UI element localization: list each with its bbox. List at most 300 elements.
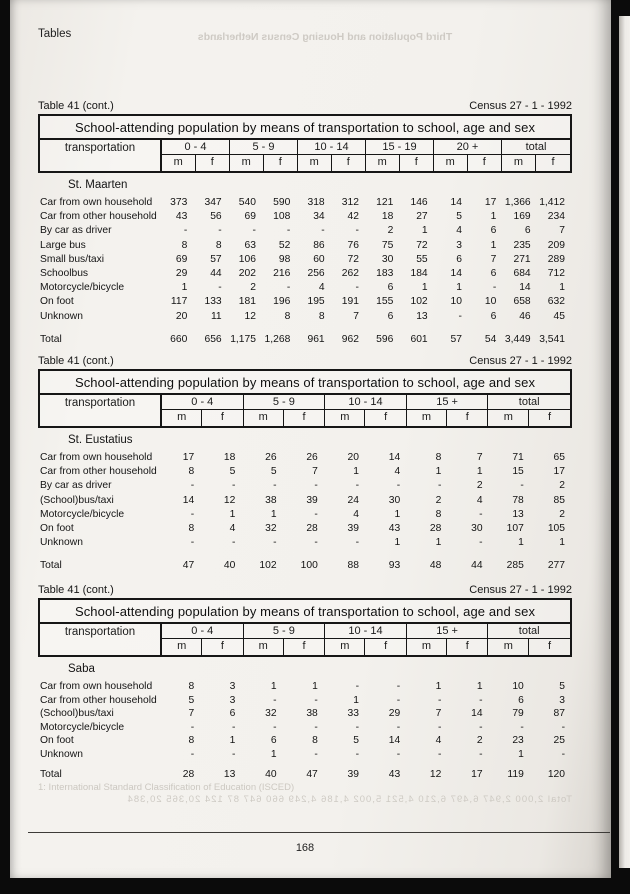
scanned-page (10, 0, 611, 878)
value-cell: - (190, 480, 195, 492)
value-cell: 712 (547, 267, 565, 279)
table-row (38, 240, 572, 254)
value-cell: 1 (435, 466, 442, 478)
sex-label: f (384, 640, 388, 652)
value-cell: 4 (229, 522, 236, 534)
value-cell: 17 (182, 452, 195, 463)
value-cell: 2 (435, 494, 442, 506)
sex-label: f (482, 156, 486, 168)
age-group-row (162, 140, 570, 171)
value-cell: 373 (170, 197, 188, 208)
value-cell: 6 (490, 225, 497, 237)
value-cell: 1 (229, 508, 236, 520)
value-cell: 7 (476, 452, 483, 463)
value-cell: 1 (476, 466, 483, 478)
row-label: By car as driver (40, 225, 112, 237)
value-cell: 1 (312, 681, 318, 692)
sex-label: m (244, 410, 284, 426)
value-cell: 8 (188, 681, 195, 692)
table-row (38, 197, 572, 211)
value-cell: - (355, 721, 359, 733)
value-cell: - (479, 694, 483, 706)
value-cell: 4 (353, 508, 359, 520)
value-cell: - (314, 694, 318, 706)
value-cell: 216 (273, 267, 291, 279)
value-cell: 60 (313, 253, 325, 265)
value-cell: 2 (559, 480, 565, 492)
value-cell: 1 (421, 282, 428, 294)
value-cell: - (273, 694, 277, 706)
value-cell: - (314, 508, 318, 520)
value-cell: 1 (435, 537, 442, 549)
value-cell: - (231, 721, 236, 733)
value-cell: 63 (244, 239, 256, 251)
row-label: Car from other household (40, 466, 157, 478)
value-cell: - (190, 721, 195, 733)
value-cell: 2 (476, 735, 483, 746)
census-date-label: Census 27 - 1 - 1992 (469, 100, 572, 112)
row-label: Small bus/taxi (40, 253, 105, 265)
bleedthrough-header-text: Third Population and Housing Census Netherlands (197, 31, 453, 43)
age-group-label: 0 - 4 (162, 395, 243, 410)
value-cell: 17 (553, 466, 565, 478)
sex-header-row (488, 410, 570, 426)
table-row (38, 268, 572, 282)
value-cell: 1 (490, 239, 497, 251)
value-cell: - (396, 721, 401, 733)
table-row (38, 769, 572, 783)
value-cell: 5 (270, 466, 277, 478)
row-label: On foot (40, 735, 74, 746)
value-cell: 106 (238, 253, 256, 265)
table-row (38, 523, 572, 537)
value-cell: 1,268 (264, 333, 291, 345)
age-group (298, 140, 366, 171)
transportation-column-header: transportation (40, 395, 162, 426)
value-cell: 8 (435, 508, 442, 520)
value-cell: 4 (435, 735, 442, 746)
value-cell: 5 (229, 466, 236, 478)
value-cell: 44 (471, 560, 483, 572)
table-header-box (38, 369, 572, 428)
value-cell: - (437, 480, 442, 492)
value-cell: 8 (181, 239, 188, 251)
age-group (407, 395, 489, 426)
value-cell: 28 (182, 769, 195, 780)
value-cell: 14 (388, 735, 401, 746)
value-cell: 2 (476, 480, 483, 492)
table-caption: Table 41 (cont.) (38, 584, 114, 596)
table-header-box (38, 114, 572, 173)
value-cell: 1 (270, 681, 277, 692)
table-row (38, 311, 572, 325)
value-cell: 43 (175, 211, 188, 223)
value-cell: - (396, 480, 401, 492)
value-cell: 8 (188, 735, 195, 746)
value-cell: 596 (376, 333, 394, 345)
sex-header-row (325, 410, 406, 426)
sex-header-row (488, 639, 570, 655)
row-label: Motorcycle/bicycle (40, 721, 125, 733)
table-row (38, 537, 572, 551)
value-cell: 14 (182, 494, 195, 506)
age-group-label: total (488, 624, 570, 639)
value-cell: 8 (318, 310, 325, 322)
value-cell: 6 (490, 310, 497, 322)
sex-header-row (230, 155, 297, 171)
value-cell: - (437, 748, 442, 760)
sex-label: m (162, 639, 202, 655)
value-cell: 46 (519, 310, 531, 322)
age-group-label: 15 + (407, 624, 488, 639)
sex-header-row (298, 155, 365, 171)
age-group-label: 10 - 14 (298, 140, 365, 155)
value-cell: 23 (512, 735, 524, 746)
value-cell: 54 (484, 333, 497, 345)
value-cell: - (231, 537, 236, 549)
value-cell: 5 (188, 694, 195, 706)
value-cell: 14 (388, 452, 401, 463)
age-group-label: 10 - 14 (325, 624, 406, 639)
value-cell: 26 (265, 452, 277, 463)
age-group-label: 10 - 14 (325, 395, 406, 410)
value-cell: 1 (518, 748, 524, 760)
value-cell: 1 (394, 537, 401, 549)
page-header: Tables (38, 28, 72, 40)
table-row (38, 495, 572, 509)
bleedthrough-numbers-row: Total 2,000 2,947 6,497 6,210 4,521 5,002 4,186 4,249 660 647 87 124 20,365 20,384 (126, 794, 572, 805)
value-cell: 108 (273, 211, 291, 223)
row-label: On foot (40, 522, 74, 534)
table-row (38, 225, 572, 239)
row-label: Unknown (40, 537, 83, 549)
age-group (162, 624, 244, 655)
next-page-edge (619, 16, 630, 868)
age-group-label: total (488, 395, 570, 410)
table-caption: Table 41 (cont.) (38, 355, 114, 367)
table-row (38, 254, 572, 268)
value-cell: 4 (456, 225, 462, 237)
value-cell: - (231, 480, 236, 492)
region-label: St. Eustatius (68, 434, 133, 446)
value-cell: - (190, 537, 195, 549)
value-cell: - (458, 310, 462, 322)
value-cell: 2 (559, 508, 565, 520)
value-cell: 20 (347, 452, 359, 463)
value-cell: 3 (559, 694, 565, 706)
value-cell: 5 (353, 735, 359, 746)
value-cell: 88 (347, 560, 359, 572)
sex-label: m (230, 155, 264, 171)
value-cell: 155 (376, 296, 394, 308)
data-rows (38, 197, 572, 325)
value-cell: 45 (553, 310, 565, 322)
sex-header-row (366, 155, 433, 171)
sex-label: f (220, 640, 224, 652)
value-cell: 262 (341, 267, 359, 279)
value-cell: - (218, 282, 222, 294)
value-cell: 30 (381, 253, 394, 265)
value-cell: 14 (450, 197, 462, 208)
total-row-slot (38, 560, 572, 574)
census-table-saba (38, 584, 572, 783)
value-cell: 181 (238, 296, 256, 308)
value-cell: 100 (300, 560, 318, 572)
row-label: Schoolbus (40, 267, 89, 279)
row-label: Car from own household (40, 197, 153, 208)
value-cell: 18 (381, 211, 394, 223)
value-cell: 25 (553, 735, 565, 746)
table-caption: Table 41 (cont.) (38, 100, 114, 112)
value-cell: 1 (435, 681, 442, 692)
value-cell: 5 (456, 211, 462, 223)
value-cell: 6 (524, 225, 531, 237)
value-cell: 8 (312, 735, 318, 746)
table-row (38, 695, 572, 709)
sex-label: m (298, 155, 332, 171)
value-cell: 601 (410, 333, 428, 345)
value-cell: 4 (318, 282, 325, 294)
value-cell: 28 (429, 522, 442, 534)
total-label: Total (40, 333, 62, 345)
value-cell: 69 (244, 211, 256, 223)
age-group-label: 5 - 9 (244, 395, 325, 410)
value-cell: 98 (278, 253, 291, 265)
sex-label: f (548, 640, 552, 652)
value-cell: 234 (547, 211, 565, 223)
value-cell: 69 (175, 253, 188, 265)
value-cell: 169 (513, 211, 531, 223)
value-cell: - (190, 748, 195, 760)
row-label: Car from own household (40, 452, 153, 463)
value-cell: - (355, 282, 359, 294)
sex-label: f (302, 640, 306, 652)
age-group-row (162, 395, 570, 426)
row-label: Unknown (40, 310, 83, 322)
transportation-column-header: transportation (40, 624, 162, 655)
value-cell: - (314, 748, 318, 760)
value-cell: 32 (265, 522, 277, 534)
value-cell: - (286, 225, 291, 237)
value-cell: 107 (506, 522, 524, 534)
bottom-rule (28, 832, 610, 833)
table-row (38, 480, 572, 494)
value-cell: 8 (435, 452, 442, 463)
age-group-label: 20 + (434, 140, 501, 155)
value-cell: - (355, 748, 359, 760)
value-cell: 40 (265, 769, 277, 780)
table-row (38, 749, 572, 763)
sex-label: f (220, 411, 224, 423)
row-label: Large bus (40, 239, 86, 251)
value-cell: 12 (223, 494, 236, 506)
value-cell: - (218, 225, 222, 237)
value-cell: 43 (388, 769, 401, 780)
sex-header-row (434, 155, 501, 171)
sex-label: m (325, 410, 365, 426)
value-cell: 285 (506, 560, 524, 572)
table-title: School-attending population by means of transportation to school, age and sex (40, 600, 570, 624)
value-cell: - (561, 721, 565, 733)
value-cell: 8 (284, 310, 291, 322)
census-table-st-maarten (38, 100, 572, 348)
sex-label: f (278, 156, 282, 168)
age-group (244, 624, 326, 655)
value-cell: 1 (476, 681, 483, 692)
value-cell: 289 (547, 253, 565, 265)
sex-header-row (244, 410, 325, 426)
value-cell: 183 (376, 267, 394, 279)
value-cell: - (273, 537, 277, 549)
value-cell: 209 (547, 239, 565, 251)
value-cell: 1,412 (539, 197, 565, 208)
value-cell: 1 (456, 282, 462, 294)
value-cell: 347 (204, 197, 222, 208)
value-cell: - (273, 721, 277, 733)
age-group (434, 140, 502, 171)
table-row (38, 735, 572, 749)
value-cell: 29 (388, 708, 401, 719)
value-cell: 47 (306, 769, 318, 780)
value-cell: - (561, 748, 565, 760)
value-cell: 86 (313, 239, 325, 251)
value-cell: 120 (547, 769, 565, 780)
value-cell: 8 (215, 239, 222, 251)
value-cell: 29 (175, 267, 188, 279)
table-title: School-attending population by means of transportation to school, age and sex (40, 116, 570, 140)
value-cell: 684 (513, 267, 531, 279)
row-label: Car from other household (40, 211, 157, 223)
value-cell: 1 (394, 508, 401, 520)
value-cell: 6 (270, 735, 277, 746)
table-row (38, 334, 572, 348)
value-cell: 2 (250, 282, 256, 294)
value-cell: - (355, 681, 359, 692)
value-cell: 8 (188, 466, 195, 478)
value-cell: 7 (188, 708, 195, 719)
table-header-box (38, 598, 572, 657)
value-cell: 47 (182, 560, 195, 572)
value-cell: 7 (435, 708, 442, 719)
age-group (230, 140, 298, 171)
table-row (38, 509, 572, 523)
value-cell: 105 (547, 522, 565, 534)
value-cell: 1 (559, 537, 565, 549)
sex-label: f (302, 411, 306, 423)
value-cell: 1 (181, 282, 188, 294)
value-cell: 24 (347, 494, 359, 506)
value-cell: 121 (376, 197, 394, 208)
value-cell: 13 (512, 508, 524, 520)
value-cell: - (492, 282, 497, 294)
value-cell: 87 (553, 708, 565, 719)
row-label: By car as driver (40, 480, 112, 492)
sex-header-row (325, 639, 406, 655)
value-cell: - (479, 508, 483, 520)
value-cell: 318 (307, 197, 325, 208)
value-cell: 1 (518, 537, 524, 549)
value-cell: 1 (229, 735, 236, 746)
value-cell: - (479, 721, 483, 733)
value-cell: 72 (416, 239, 428, 251)
table-row (38, 466, 572, 480)
age-group-label: 15 - 19 (366, 140, 433, 155)
value-cell: 27 (416, 211, 428, 223)
value-cell: 13 (416, 310, 428, 322)
value-cell: 6 (518, 694, 524, 706)
sex-label: m (488, 410, 529, 426)
value-cell: 79 (512, 708, 524, 719)
value-cell: 3,541 (539, 333, 565, 345)
total-label: Total (40, 769, 62, 780)
value-cell: - (355, 480, 359, 492)
value-cell: - (355, 537, 359, 549)
value-cell: 32 (265, 708, 277, 719)
sex-header-row (407, 639, 488, 655)
sex-label: f (551, 156, 555, 168)
value-cell: 30 (471, 522, 483, 534)
value-cell: 102 (410, 296, 428, 308)
value-cell: 11 (210, 310, 222, 322)
row-label: Car from other household (40, 694, 157, 706)
value-cell: 3 (229, 694, 236, 706)
value-cell: 3 (229, 681, 236, 692)
row-label: On foot (40, 296, 74, 308)
value-cell: 191 (341, 296, 359, 308)
age-group-label: 0 - 4 (162, 624, 243, 639)
value-cell: 6 (456, 253, 462, 265)
value-cell: 133 (204, 296, 222, 308)
value-cell: 961 (307, 333, 325, 345)
value-cell: 7 (353, 310, 359, 322)
value-cell: - (396, 681, 401, 692)
value-cell: 1,175 (230, 333, 256, 345)
value-cell: 6 (387, 310, 394, 322)
sex-label: m (407, 639, 447, 655)
value-cell: - (321, 225, 325, 237)
value-cell: 8 (188, 522, 195, 534)
value-cell: 17 (471, 769, 483, 780)
value-cell: 10 (450, 296, 462, 308)
table-title: School-attending population by means of transportation to school, age and sex (40, 371, 570, 395)
value-cell: 78 (512, 494, 524, 506)
sex-label: m (407, 410, 447, 426)
value-cell: 256 (307, 267, 325, 279)
sex-label: f (414, 156, 418, 168)
value-cell: 39 (347, 522, 359, 534)
sex-label: m (244, 639, 284, 655)
row-label: (School)bus/taxi (40, 494, 114, 506)
census-date-label: Census 27 - 1 - 1992 (469, 584, 572, 596)
value-cell: 42 (347, 211, 359, 223)
value-cell: - (314, 721, 318, 733)
value-cell: 56 (210, 211, 222, 223)
value-cell: 117 (170, 296, 188, 308)
value-cell: 7 (559, 225, 565, 237)
value-cell: 40 (223, 560, 236, 572)
sex-label: m (502, 155, 536, 171)
value-cell: 10 (484, 296, 497, 308)
sex-label: m (325, 639, 365, 655)
age-group (407, 624, 489, 655)
value-cell: - (479, 537, 483, 549)
transportation-column-header: transportation (40, 140, 162, 171)
value-cell: 75 (381, 239, 394, 251)
value-cell: 1 (490, 211, 497, 223)
value-cell: 39 (306, 494, 318, 506)
sex-label: f (384, 411, 388, 423)
value-cell: - (396, 694, 401, 706)
